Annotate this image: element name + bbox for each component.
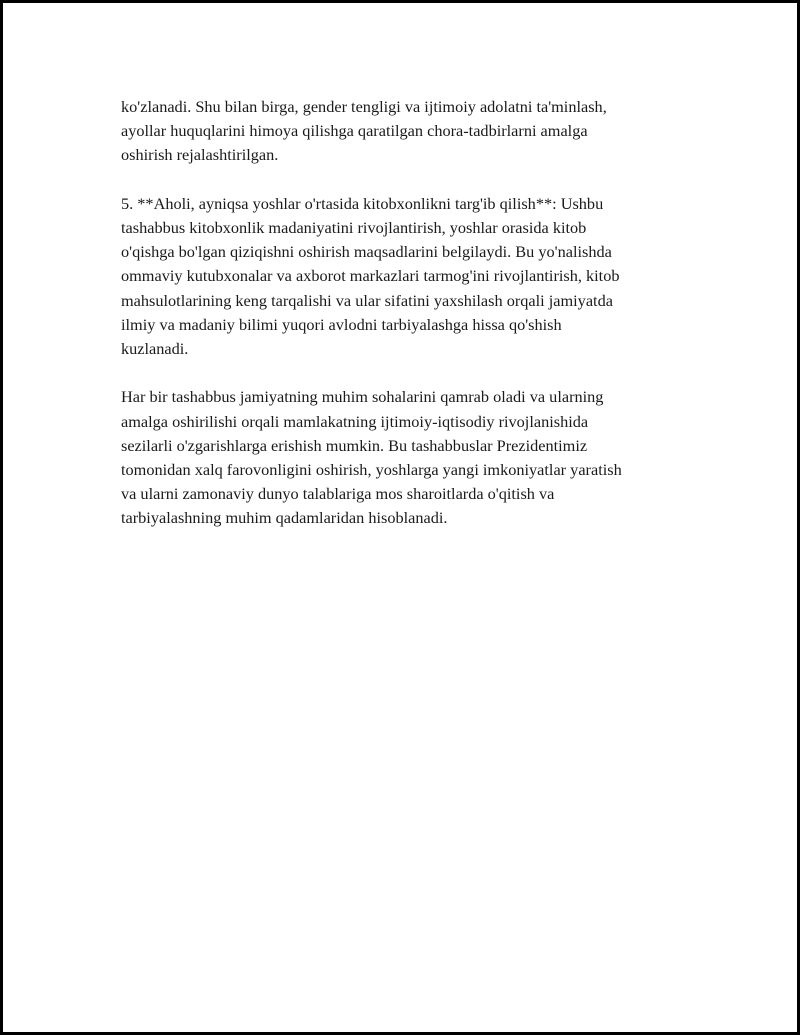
paragraph-conclusion	[121, 385, 706, 530]
text-line: tomonidan xalq farovonligini oshirish, yoshlarga yangi imkoniyatlar yaratish	[121, 460, 622, 480]
text-line: Har bir tashabbus jamiyatning muhim sohalarini qamrab oladi va ularning	[121, 387, 604, 407]
text-line: ko'zlanadi. Shu bilan birga, gender tengligi va ijtimoiy adolatni ta'minlash,	[121, 97, 607, 116]
text-line: o'qishga bo'lgan qiziqishni oshirish maqsadlarini belgilaydi. Bu yo'nalishda	[121, 242, 612, 262]
text-line: 5. **Aholi, ayniqsa yoshlar o'rtasida kitobxonlikni targ'ib qilish**: Ushbu	[121, 193, 604, 213]
text-line: mahsulotlarining keng tarqalishi va ular sifatini yaxshilash orqali jamiyatda	[121, 290, 613, 310]
text-line: ilmiy va madaniy bilimi yuqori avlodni tarbiyalashga hissa qo'shish	[121, 314, 562, 334]
text-line: kuzlanadi.	[121, 339, 189, 359]
text-line: sezilarli o'zgarishlarga erishish mumkin. Bu tashabbuslar Prezidentimiz	[121, 435, 588, 455]
text-line: tashabbus kitobxonlik madaniyatini rivojlantirish, yoshlar orasida kitob	[121, 218, 587, 237]
text-line: amalga oshirilishi orqali mamlakatning ijtimoiy-iqtisodiy rivojlanishida	[121, 411, 589, 431]
text-line: ommaviy kutubxonalar va axborot markazlari tarmog'ini rivojlantirish, kitob	[121, 266, 620, 286]
paragraph-gender-equality	[121, 95, 706, 168]
document-body	[121, 95, 706, 555]
text-line: tarbiyalashning muhim qadamlaridan hisoblanadi.	[121, 508, 448, 528]
paragraph-reading-culture	[121, 192, 706, 361]
text-line: oshirish rejalashtirilgan.	[121, 145, 279, 165]
text-line: ayollar huquqlarini himoya qilishga qaratilgan chora-tadbirlarni amalga	[121, 121, 588, 141]
text-line: va ularni zamonaviy dunyo talablariga mos sharoitlarda o'qitish va	[121, 484, 555, 504]
